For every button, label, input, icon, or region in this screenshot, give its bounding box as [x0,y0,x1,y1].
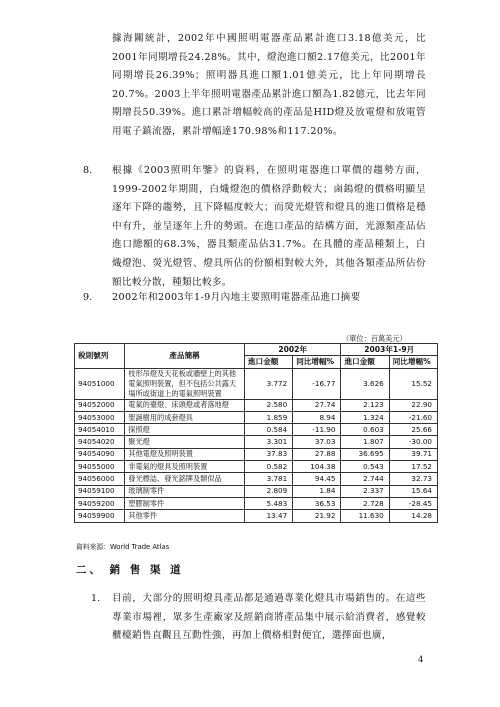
cell-growth-2003: -21.60 [389,411,437,423]
cell-amount-2003: 2.744 [341,473,389,485]
table-row [75,399,438,411]
header-name: 產品簡稱 [125,344,245,369]
table-row [75,497,438,509]
cell-name: 發光標誌、發光銘牌及類似品 [125,473,245,485]
item-8-text: 根據《2003照明年鑒》的資料，在照明電器進口單價的趨勢方面，1999-2002年期間，白熾燈泡的價格浮動較大；鹵鎢燈的價格明顯呈逐年下降的趨勢，且下降幅度較大；而熒光燈管和燈具的進口價格是穩中有升，並呈逐年上升的勢頭。在進口產品的結構方面，光源類產品佔進口總額的68.3%，器具類產品佔31.7%。在具體的產品種類上，白熾燈泡、熒光燈管、燈具所佔的份額相對較大外，其他各類產品所佔份額比較分散，種類比較多。 [112,165,426,288]
section-2-item-1-text: 目前，大部分的照明燈具產品都是通過專業化燈具市場銷售的。在這些專業市場裡，眾多生產廠家及經銷商將產品集中展示給消費者，感覺較櫃檯銷售直觀且互動性強，再加上價格相對便宜，選擇面也廣， [112,593,426,642]
cell-name: 塑膠制零件 [125,497,245,509]
cell-amount-2003: 2.123 [341,399,389,411]
cell-growth-2003: 22.90 [389,399,437,411]
cell-amount-2002: 37.83 [244,448,292,460]
cell-name: 探照燈 [125,424,245,436]
cell-code: 94053000 [75,411,125,423]
cell-code: 94059200 [75,497,125,509]
cell-amount-2002: 3.781 [244,473,292,485]
cell-growth-2003: 39.71 [389,448,437,460]
cell-code: 94055000 [75,461,125,473]
cell-growth-2002: 37.03 [293,436,341,448]
cell-growth-2003: -30.00 [389,436,437,448]
cell-amount-2003: 1.324 [341,411,389,423]
cell-growth-2002: 27.88 [293,448,341,460]
cell-code: 94054020 [75,436,125,448]
cell-name: 其他零件 [125,510,245,522]
header-year-2003: 2003年1-9月 [341,344,438,356]
item-9-text: 2002年和2003年1-9月內地主要照明電器產品進口摘要 [112,292,361,303]
cell-name: 聚光燈 [125,436,245,448]
cell-amount-2002: 0.584 [244,424,292,436]
cell-growth-2003: 32.73 [389,473,437,485]
cell-amount-2002: 3.301 [244,436,292,448]
cell-code: 94054090 [75,448,125,460]
table-unit-note: （單位：百萬美元） [342,334,407,343]
cell-code: 94056000 [75,473,125,485]
table-row [75,424,438,436]
header-growth-2002: 同比增幅% [293,356,341,368]
header-amount-2002: 進口金額 [244,356,292,368]
cell-name: 玻璃制零件 [125,485,245,497]
cell-code: 94059900 [75,510,125,522]
cell-name: 枝形吊燈及天花板或牆壁上的其他電氣照明裝置，但不包括公共露天場所或街道上的電氣照明裝置 [125,368,245,399]
header-growth-2003: 同比增幅% [389,356,437,368]
cell-amount-2002: 13.47 [244,510,292,522]
cell-growth-2002: 8.94 [293,411,341,423]
table-row [75,368,438,399]
header-amount-2003: 進口金額 [341,356,389,368]
cell-amount-2002: 2.809 [244,485,292,497]
cell-amount-2002: 3.772 [244,368,292,399]
cell-amount-2003: 0.543 [341,461,389,473]
cell-amount-2003: 2.337 [341,485,389,497]
cell-amount-2002: 1.859 [244,411,292,423]
cell-amount-2003: 1.807 [341,436,389,448]
cell-growth-2003: 17.52 [389,461,437,473]
cell-amount-2003: 3.626 [341,368,389,399]
cell-growth-2002: -16.77 [293,368,341,399]
cell-name: 電氣的臺燈、床頭燈或者落地燈 [125,399,245,411]
item-8-number: 8. [83,165,93,176]
cell-name: 其他電燈及照明裝置 [125,448,245,460]
cell-growth-2002: 104.38 [293,461,341,473]
cell-growth-2002: 21.92 [293,510,341,522]
cell-amount-2003: 0.603 [341,424,389,436]
cell-growth-2002: 94.45 [293,473,341,485]
table-row [75,436,438,448]
header-year-2002: 2002年 [244,344,341,356]
page-number: 4 [418,655,424,665]
cell-growth-2003: 15.64 [389,485,437,497]
cell-growth-2002: -11.90 [293,424,341,436]
cell-growth-2002: 1.84 [293,485,341,497]
cell-amount-2003: 36.695 [341,448,389,460]
section-heading: 二、 銷 售 渠 道 [76,564,184,576]
cell-name: 聖誕樹用的成套燈具 [125,411,245,423]
intro-paragraph: 據海關統計，2002年中國照明電器產品累計進口3.18億美元，比2001年同期增長24.28%。其中，燈泡進口額2.17億美元，比2001年同期增長26.39%；照明器具進口額1.01億美元，比上年同期增長20.7%。2003上半年照明電器產品累計進口額為1.82億元，比去年同期增長50.39%。進口累計增幅較高的產品是HID燈及放電燈和放電管用電子鎮流器，累計增幅達170.98%和117.20%。 [112,33,426,137]
import-summary-table [74,343,438,523]
cell-growth-2003: -28.45 [389,497,437,509]
section-2-item-1-number: 1. [91,593,101,604]
item-9-number: 9. [83,292,93,303]
cell-amount-2002: 0.582 [244,461,292,473]
table-source: 資料來源：World Trade Atlas [76,543,170,551]
cell-code: 94054010 [75,424,125,436]
table-row [75,485,438,497]
cell-name: 非電氣的燈具及照明裝置 [125,461,245,473]
table-row [75,448,438,460]
table-row [75,461,438,473]
table-row [75,473,438,485]
cell-amount-2002: 2.580 [244,399,292,411]
table-header-row [75,344,438,356]
table-row [75,510,438,522]
header-code: 稅則號列 [75,344,125,369]
cell-growth-2003: 25.66 [389,424,437,436]
cell-amount-2003: 2.728 [341,497,389,509]
cell-amount-2002: 5.483 [244,497,292,509]
cell-code: 94059100 [75,485,125,497]
cell-amount-2003: 11.630 [341,510,389,522]
cell-growth-2003: 15.52 [389,368,437,399]
cell-growth-2003: 14.28 [389,510,437,522]
table-row [75,411,438,423]
cell-growth-2002: 27.74 [293,399,341,411]
cell-code: 94051000 [75,368,125,399]
cell-growth-2002: 36.53 [293,497,341,509]
cell-code: 94052000 [75,399,125,411]
